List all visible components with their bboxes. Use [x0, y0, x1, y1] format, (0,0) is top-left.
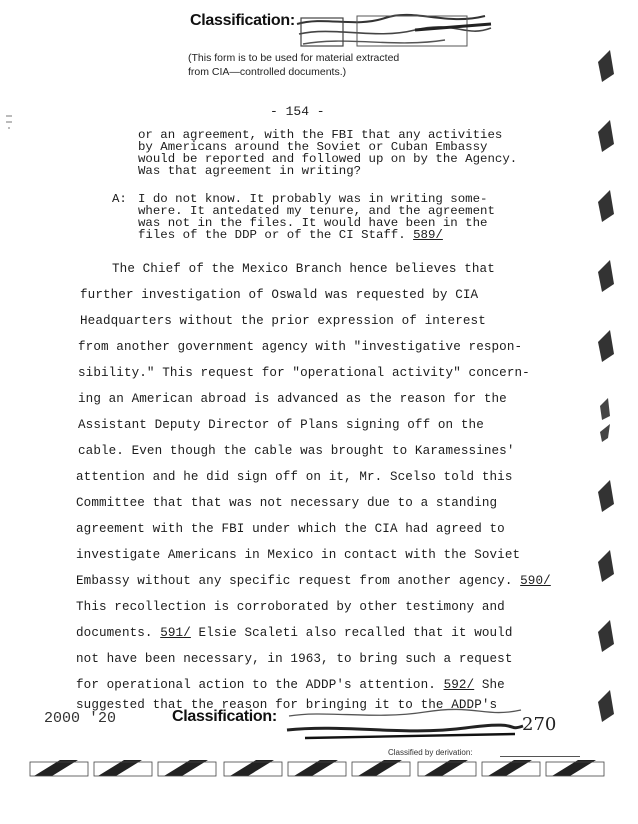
body-line: cable. Even though the cable was brought to Karamessines' — [78, 444, 515, 458]
footnote-ref: 589/ — [413, 228, 443, 242]
question-line: would be reported and followed up on by the Agency. — [138, 152, 518, 166]
body-line: investigate Americans in Mexico in contact with the Soviet — [76, 548, 521, 562]
footnote-ref: 591/ — [160, 626, 191, 640]
answer-line: was not in the files. It would have been in the — [138, 216, 488, 230]
form-note-line1: (This form is to be used for material extracted — [188, 52, 400, 64]
answer-line-text: files of the DDP or of the CI Staff. — [138, 228, 414, 242]
date-stamp: 2000 '20 — [44, 710, 117, 727]
body-line: ing an American abroad is advanced as the reason for the — [78, 392, 507, 406]
body-line: suggested that the reason for bringing it to the ADDP's — [76, 698, 498, 712]
derivation-label: Classified by derivation: — [388, 748, 473, 757]
body-line: agreement with the FBI under which the CIA had agreed to — [76, 522, 505, 536]
redaction-scribble-bottom — [285, 706, 525, 744]
classification-footer-label: Classification: — [172, 708, 277, 725]
answer-line: where. It antedated my tenure, and the agreement — [138, 204, 495, 218]
body-line: Headquarters without the prior expression of interest — [80, 314, 486, 328]
body-line — [76, 574, 551, 588]
answer-line — [138, 228, 443, 242]
question-line: or an agreement, with the FBI that any activities — [138, 128, 503, 142]
body-line: Assistant Deputy Director of Plans signing off on the — [78, 418, 484, 432]
body-line-text: for operational action to the ADDP's attention. — [76, 678, 444, 692]
classification-header-label: Classification: — [190, 12, 295, 29]
body-line: The Chief of the Mexico Branch hence believes that — [112, 262, 495, 276]
derivation-blank-line — [500, 756, 580, 757]
margin-marks-left — [2, 110, 22, 510]
answer-prefix: A: — [112, 192, 127, 206]
security-stripe-right — [592, 40, 622, 740]
answer-block — [138, 192, 538, 252]
form-note-line2: from CIA—controlled documents.) — [188, 66, 347, 78]
body-line-text: documents. — [76, 626, 161, 640]
body-line-text: Elsie Scaleti also recalled that it would — [190, 626, 513, 640]
body-line — [76, 678, 505, 692]
body-line: not have been necessary, in 1963, to bring such a request — [76, 652, 513, 666]
body-line: attention and he did sign off on it, Mr. Scelso told this — [76, 470, 513, 484]
body-line-text: She — [474, 678, 505, 692]
body-line: sibility." This request for "operational activity" concern- — [78, 366, 530, 380]
body-line-text: Embassy without any specific request from another agency. — [76, 574, 521, 588]
question-line: by Americans around the Soviet or Cuban Embassy — [138, 140, 488, 154]
body-line: Committee that that was not necessary due to a standing — [76, 496, 498, 510]
body-line: This recollection is corroborated by other testimony and — [76, 600, 505, 614]
question-block — [138, 128, 538, 188]
question-line: Was that agreement in writing? — [138, 164, 362, 178]
footnote-ref: 592/ — [443, 678, 475, 692]
handwritten-page-number: 270 — [522, 714, 557, 735]
security-stripe-bottom — [24, 758, 624, 780]
redaction-scribble-top — [295, 10, 495, 50]
body-line: further investigation of Oswald was requested by CIA — [80, 288, 479, 302]
footnote-ref: 590/ — [520, 574, 551, 588]
body-line: from another government agency with "investigative respon- — [78, 340, 523, 354]
page-number: - 154 - — [270, 104, 325, 119]
answer-line: I do not know. It probably was in writing some- — [138, 192, 488, 206]
body-line — [76, 626, 513, 640]
